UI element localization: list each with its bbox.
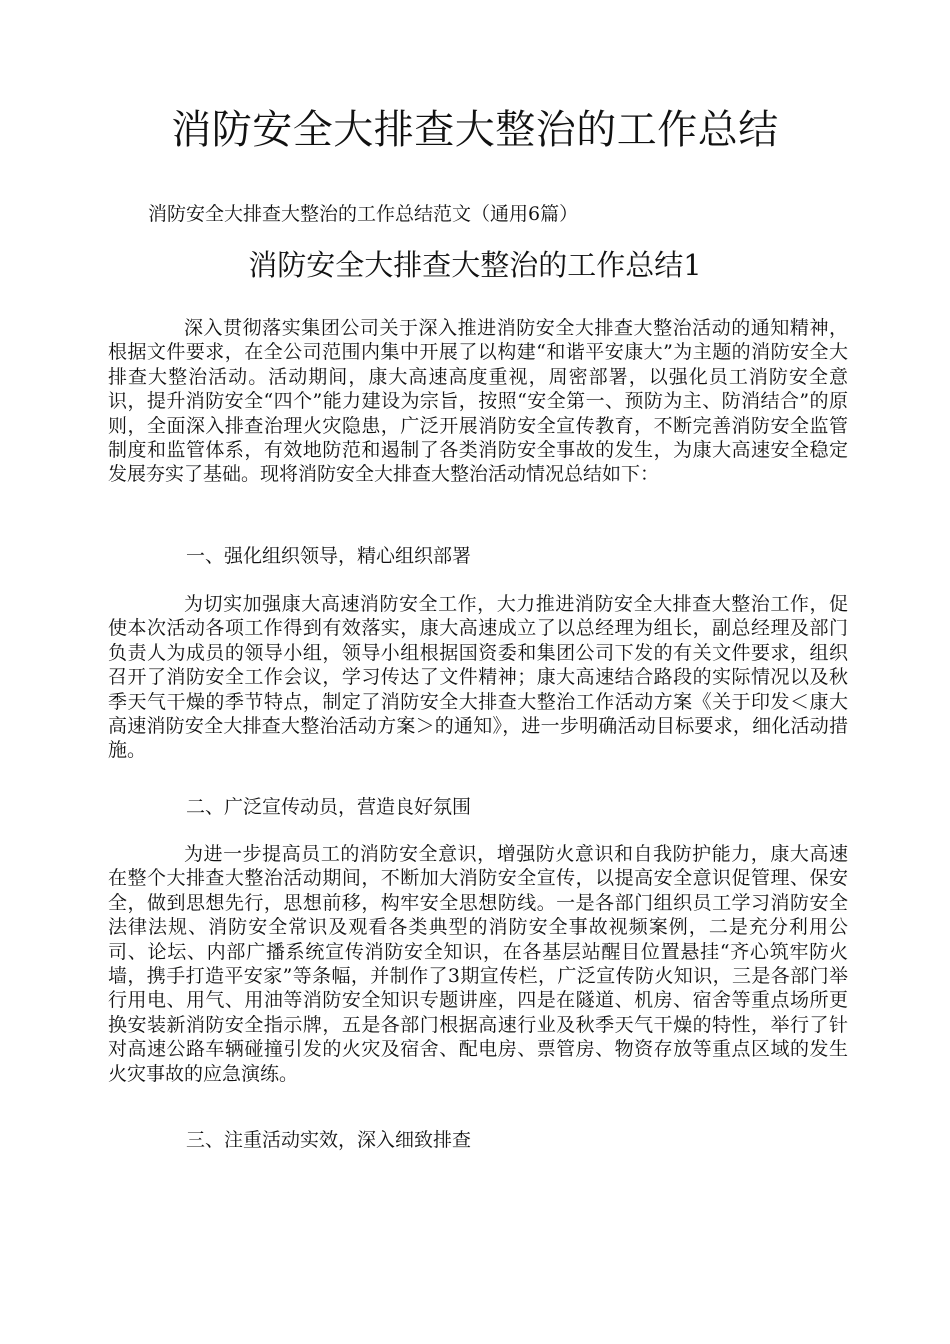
paragraph-intro: 深入贯彻落实集团公司关于深入推进消防安全大排查大整治活动的通知精神，根据文件要求，在全公司范围内集中开展了以构建“和谐平安康大”为主题的消防安全大排查大整治活动。活动期间，康大高速高度重视，周密部署，以强化员工消防安全意识，提升消防安全“四个”能力建设为宗旨，按照“安全第一、预防为主、防消结合”的原则，全面深入排查治理火灾隐患，广泛开展消防安全宣传教育，不断完善消防安全监管制度和监管体系，有效地防范和遏制了各类消防安全事故的发生，为康大高速安全稳定发展夯实了基础。现将消防安全大排查大整治活动情况总结如下：: [108, 317, 848, 486]
heading-3: 三、注重活动实效，深入细致排查: [186, 1129, 472, 1151]
document-title: 消防安全大排查大整治的工作总结: [171, 107, 779, 153]
heading-1: 一、强化组织领导，精心组织部署: [186, 545, 472, 567]
paragraph-publicity: 为进一步提高员工的消防安全意识，增强防火意识和自我防护能力，康大高速在整个大排查大整治活动期间，不断加大消防安全宣传，以提高安全意识促管理、保安全，做到思想先行，思想前移，构牢安全思想防线。一是各部门组织员工学习消防安全法律法规、消防安全常识及观看各类典型的消防安全事故视频案例，二是充分利用公司、论坛、内部广播系统宣传消防安全知识，在各基层站醒目位置悬挂“齐心筑牢防火墙，携手打造平安家”等条幅，并制作了3期宣传栏，广泛宣传防火知识，三是各部门举行用电、用气、用油等消防安全知识专题讲座，四是在隧道、机房、宿舍等重点场所更换安装新消防安全指示牌，五是各部门根据高速行业及秋季天气干燥的特性，举行了针对高速公路车辆碰撞引发的火灾及宿舍、配电房、票管房、物资存放等重点区域的发生火灾事故的应急演练。: [108, 843, 848, 1085]
heading-2: 二、广泛宣传动员，营造良好氛围: [186, 796, 472, 818]
document-subtitle: 消防安全大排查大整治的工作总结范文（通用6篇）: [148, 203, 579, 225]
section-title: 消防安全大排查大整治的工作总结1: [248, 248, 702, 282]
paragraph-organization: 为切实加强康大高速消防安全工作，大力推进消防安全大排查大整治工作，促使本次活动各项工作得到有效落实，康大高速成立了以总经理为组长，副总经理及部门负责人为成员的领导小组，领导小组根据国资委和集团公司下发的有关文件要求，组织召开了消防安全工作会议，学习传达了文件精神；康大高速结合路段的实际情况以及秋季天气干燥的季节特点，制定了消防安全大排查大整治工作活动方案《关于印发＜康大高速消防安全大排查大整治活动方案＞的通知》，进一步明确活动目标要求，细化活动措施。: [108, 593, 848, 762]
